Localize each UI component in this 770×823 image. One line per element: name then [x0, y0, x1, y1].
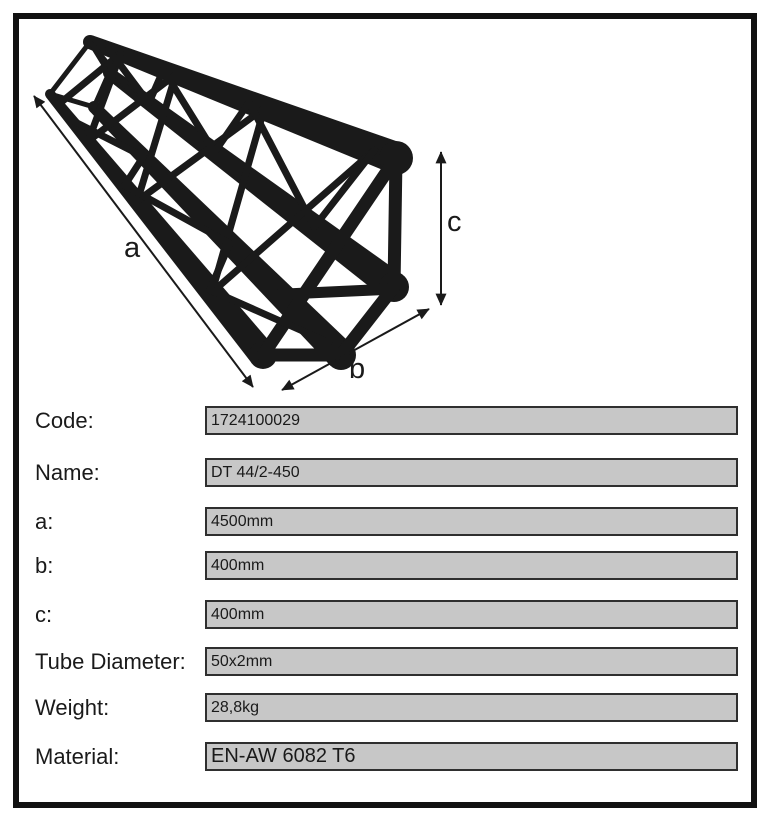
- field-row-name: [0, 458, 770, 487]
- field-row-b: [0, 551, 770, 580]
- field-row-c: [0, 600, 770, 629]
- field-value-box: [205, 551, 738, 580]
- field-label: Weight:: [35, 694, 110, 720]
- field-value: 50x2mm: [211, 652, 273, 670]
- field-label: Tube Diameter:: [35, 648, 186, 674]
- field-row-tube-diameter: [0, 647, 770, 676]
- field-value: 400mm: [211, 605, 265, 623]
- field-label: c:: [35, 601, 53, 627]
- truss-silhouette: [45, 35, 413, 370]
- field-value: EN-AW 6082 T6: [211, 745, 356, 767]
- field-value-box: [205, 458, 738, 487]
- field-value-box: [205, 742, 738, 771]
- field-value: 4500mm: [211, 512, 274, 530]
- dimension-label-b: b: [349, 353, 366, 385]
- field-value-box: [205, 693, 738, 722]
- field-value: 400mm: [211, 556, 265, 574]
- field-label: Name:: [35, 459, 100, 485]
- field-value: 28,8kg: [211, 698, 260, 716]
- field-label: b:: [35, 552, 54, 578]
- field-label: a:: [35, 508, 54, 534]
- field-row-material: [0, 742, 770, 771]
- dimension-label-c: c: [447, 206, 462, 238]
- field-row-code: [0, 406, 770, 435]
- field-row-a: [0, 507, 770, 536]
- field-value-box: [205, 406, 738, 435]
- field-label: Material:: [35, 743, 120, 769]
- field-value: 1724100029: [211, 411, 300, 429]
- field-value-box: [205, 647, 738, 676]
- field-value-box: [205, 600, 738, 629]
- field-value: DT 44/2-450: [211, 463, 300, 481]
- field-row-weight: [0, 693, 770, 722]
- dimension-label-a: a: [124, 232, 141, 264]
- field-label: Code:: [35, 407, 94, 433]
- field-value-box: [205, 507, 738, 536]
